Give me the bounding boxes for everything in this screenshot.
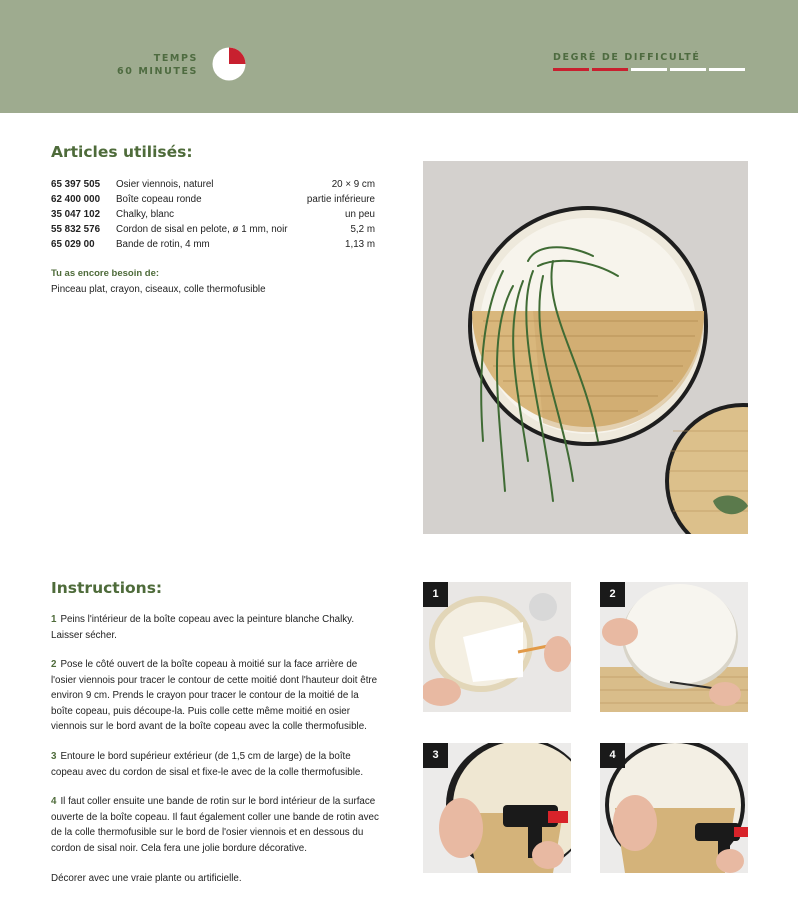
- difficulty-segment: [670, 68, 706, 71]
- step-text: Pose le côté ouvert de la boîte copeau à moitié sur la face arrière de l'osier viennois pour tracer le contour de cette moitié dont l'hauteur doit être environ 9 cm. Prends le crayon pour tracer le contour de la moitié de la boîte copeau, puis découpe-la. Puis colle cette même moitié en osier viennois sur le bord avant de la boîte copeau avec la colle thermofusible.: [51, 659, 378, 732]
- closing-note: Décorer avec une vraie plante ou artificielle.: [51, 873, 242, 884]
- difficulty-segment: [631, 68, 667, 71]
- step-number: 3: [51, 751, 57, 762]
- list-item: [51, 222, 375, 237]
- step-badge: 3: [423, 743, 448, 768]
- need-title: Tu as encore besoin de:: [51, 268, 160, 279]
- instructions-title: Instructions:: [51, 579, 163, 597]
- step-photo-2: [600, 582, 748, 712]
- list-item: [51, 237, 375, 252]
- item-name: Cordon de sisal en pelote, ø 1 mm, noir: [116, 224, 288, 235]
- item-code: 55 832 576: [51, 224, 101, 235]
- item-qty: partie inférieure: [306, 194, 375, 205]
- item-name: Chalky, blanc: [116, 209, 175, 220]
- item-code: 35 047 102: [51, 209, 101, 220]
- header-band: [0, 0, 798, 113]
- item-qty: 5,2 m: [350, 224, 375, 235]
- instruction-step: [51, 612, 381, 643]
- item-name: Boîte copeau ronde: [116, 194, 202, 205]
- step-photo-4: [600, 743, 748, 873]
- step-badge: 1: [423, 582, 448, 607]
- item-code: 65 029 00: [51, 239, 95, 250]
- step-text: Il faut coller ensuite une bande de rotin sur le bord intérieur de la surface ouverte de la boîte copeau. Il faut également coller une bande de rotin avec de la colle thermofusible sur le bord de l'osier viennois et en dessous du cordon de sisal noir. Cela fera une jolie bordure décorative.: [51, 796, 379, 854]
- product-photo: [423, 161, 748, 534]
- item-code: 62 400 000: [51, 194, 101, 205]
- step-number: 1: [51, 614, 57, 625]
- instruction-step: [51, 749, 381, 780]
- item-qty: 1,13 m: [345, 239, 375, 250]
- item-qty: un peu: [345, 209, 375, 220]
- list-item: [51, 207, 375, 222]
- item-qty: 20 × 9 cm: [331, 179, 375, 190]
- difficulty-segment: [553, 68, 589, 71]
- instruction-step: [51, 657, 381, 735]
- difficulty-segment: [592, 68, 628, 71]
- step-text: Peins l'intérieur de la boîte copeau avec la peinture blanche Chalky. Laisser sécher.: [51, 614, 355, 641]
- time-label-title: TEMPS: [153, 53, 198, 64]
- time-label: [110, 52, 198, 78]
- list-item: [51, 192, 375, 207]
- need-text: Pinceau plat, crayon, ciseaux, colle thermofusible: [51, 284, 266, 295]
- list-item: [51, 177, 375, 192]
- clock-icon: [212, 47, 246, 81]
- item-code: 65 397 505: [51, 179, 101, 190]
- step-photo-1: [423, 582, 571, 712]
- item-name: Bande de rotin, 4 mm: [116, 239, 210, 250]
- step-number: 4: [51, 796, 57, 807]
- step-badge: 2: [600, 582, 625, 607]
- step-photo-3: [423, 743, 571, 873]
- instruction-step: [51, 794, 381, 856]
- difficulty-segment: [709, 68, 745, 71]
- step-text: Entoure le bord supérieur extérieur (de 1,5 cm de large) de la boîte copeau avec du cordon de sisal et fixe-le avec de la colle thermofusible.: [51, 751, 364, 778]
- step-badge: 4: [600, 743, 625, 768]
- difficulty-label: DEGRÉ DE DIFFICULTÉ: [553, 52, 701, 63]
- articles-title: Articles utilisés:: [51, 143, 193, 161]
- step-number: 2: [51, 659, 57, 670]
- item-name: Osier viennois, naturel: [116, 179, 214, 190]
- articles-list: [51, 177, 375, 252]
- time-label-value: 60 MINUTES: [117, 66, 198, 77]
